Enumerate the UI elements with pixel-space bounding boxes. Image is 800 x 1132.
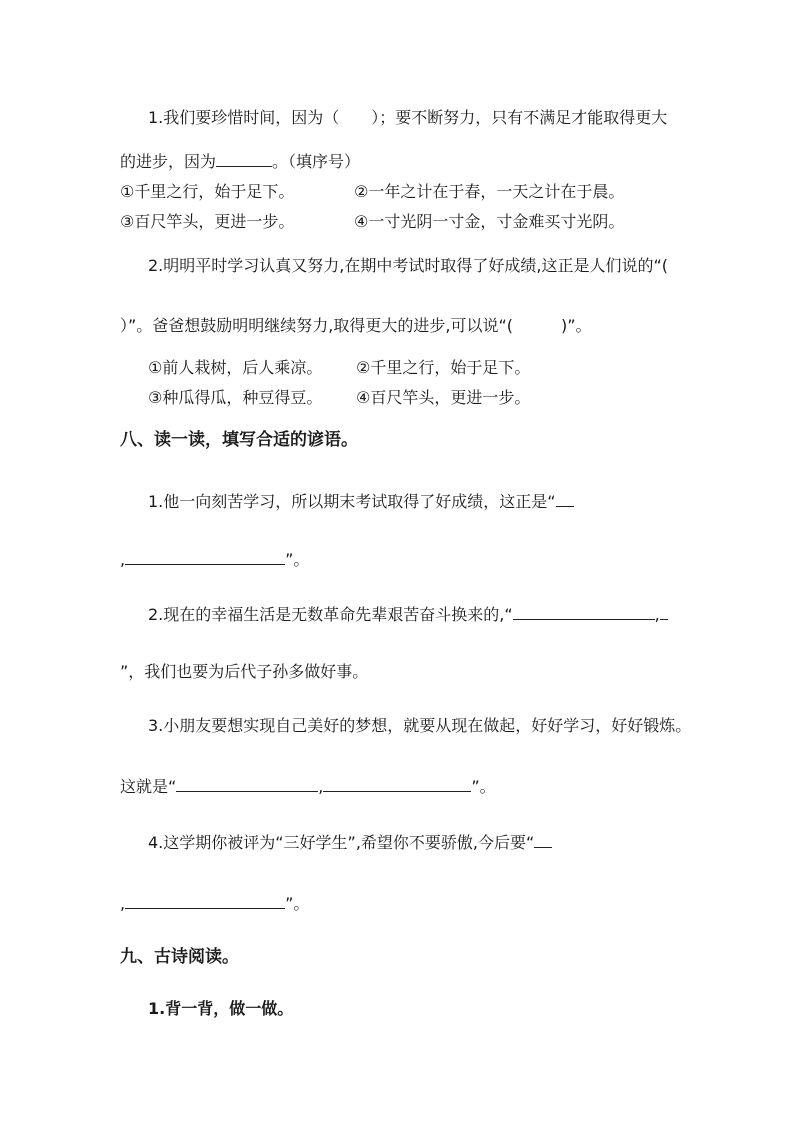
q7-item2-options-row1 [148,356,530,380]
q7-item1-line2 [120,150,360,174]
q8-item4-line1 [148,831,552,855]
answer-blank[interactable] [125,892,285,909]
q8-item2-line1 [148,603,668,627]
q8-item1-line2 [120,548,309,572]
q8-item3-line2-suffix: ”。 [471,777,496,796]
q7-item2-options-row2 [148,386,530,410]
q8-item3-line2 [120,775,496,799]
q8-item2-text: 2.现在的幸福生活是无数革命先辈艰苦奋斗换来的,“ [148,605,513,624]
q8-item1-text: 1.他一向刻苦学习，所以期末考试取得了好成绩，这正是“ [148,492,556,511]
answer-blank[interactable] [323,775,471,792]
option: ②千里之行，始于足下。 [356,358,531,377]
option: ②一年之计在于春，一天之计在于晨。 [354,182,625,201]
q7-item1-line1: 1.我们要珍惜时间，因为（ ）；要不断努力，只有不满足才能取得更大 [148,108,668,127]
q7-item1-line2-prefix: 的进步，因为 [120,152,217,171]
answer-blank[interactable] [660,603,668,620]
answer-blank[interactable] [534,831,552,848]
q8-item4-text: 4.这学期你被评为“三好学生”,希望你不要骄傲,今后要“ [148,833,535,852]
answer-blank[interactable] [216,150,272,167]
q8-item3-line2-prefix: 这就是“ [120,777,177,796]
q8-item4-line2-suffix: ”。 [285,894,310,913]
q8-item3-line1: 3.小朋友要想实现自己美好的梦想，就要从现在做起，好好学习，好好锻炼。 [148,716,692,735]
option: ③百尺竿头，更进一步。 [120,212,295,231]
q7-item2-line2: ）”。爸爸想鼓励明明继续努力,取得更大的进步,可以说“( )”。 [120,316,592,335]
q9-item1: 1.背一背，做一做。 [148,999,294,1018]
answer-blank[interactable] [125,548,285,565]
q8-item1-line1 [148,490,574,514]
q7-item2-line1: 2.明明平时学习认真又努力,在期中考试时取得了好成绩,这正是人们说的“( [148,256,668,275]
q8-item1-line2-suffix: ”。 [285,550,310,569]
answer-blank[interactable] [176,775,318,792]
q8-item2-comma: , [654,605,660,624]
q8-item4-line2-prefix: , [120,894,126,913]
q8-item4-line2 [120,892,309,916]
section-9-heading: 九、古诗阅读。 [120,947,239,967]
answer-blank[interactable] [513,603,655,620]
option: ①前人栽树，后人乘凉。 [148,358,323,377]
q7-item1-options-row2 [120,210,624,234]
option: ④一寸光阴一寸金，寸金难买寸光阴。 [354,212,625,231]
q8-item2-line2: ”，我们也要为后代子孙多做好事。 [120,662,369,681]
answer-blank[interactable] [556,490,574,507]
option: ④百尺竿头，更进一步。 [356,388,531,407]
q7-item1-options-row1 [120,180,624,204]
q8-item3-comma: , [318,777,324,796]
section-8-heading: 八、读一读，填写合适的谚语。 [120,430,358,450]
option: ③种瓜得瓜，种豆得豆。 [148,388,323,407]
option: ①千里之行，始于足下。 [120,182,295,201]
q7-item1-line2-suffix: 。（填序号） [272,152,361,171]
q8-item1-line2-prefix: , [120,550,126,569]
